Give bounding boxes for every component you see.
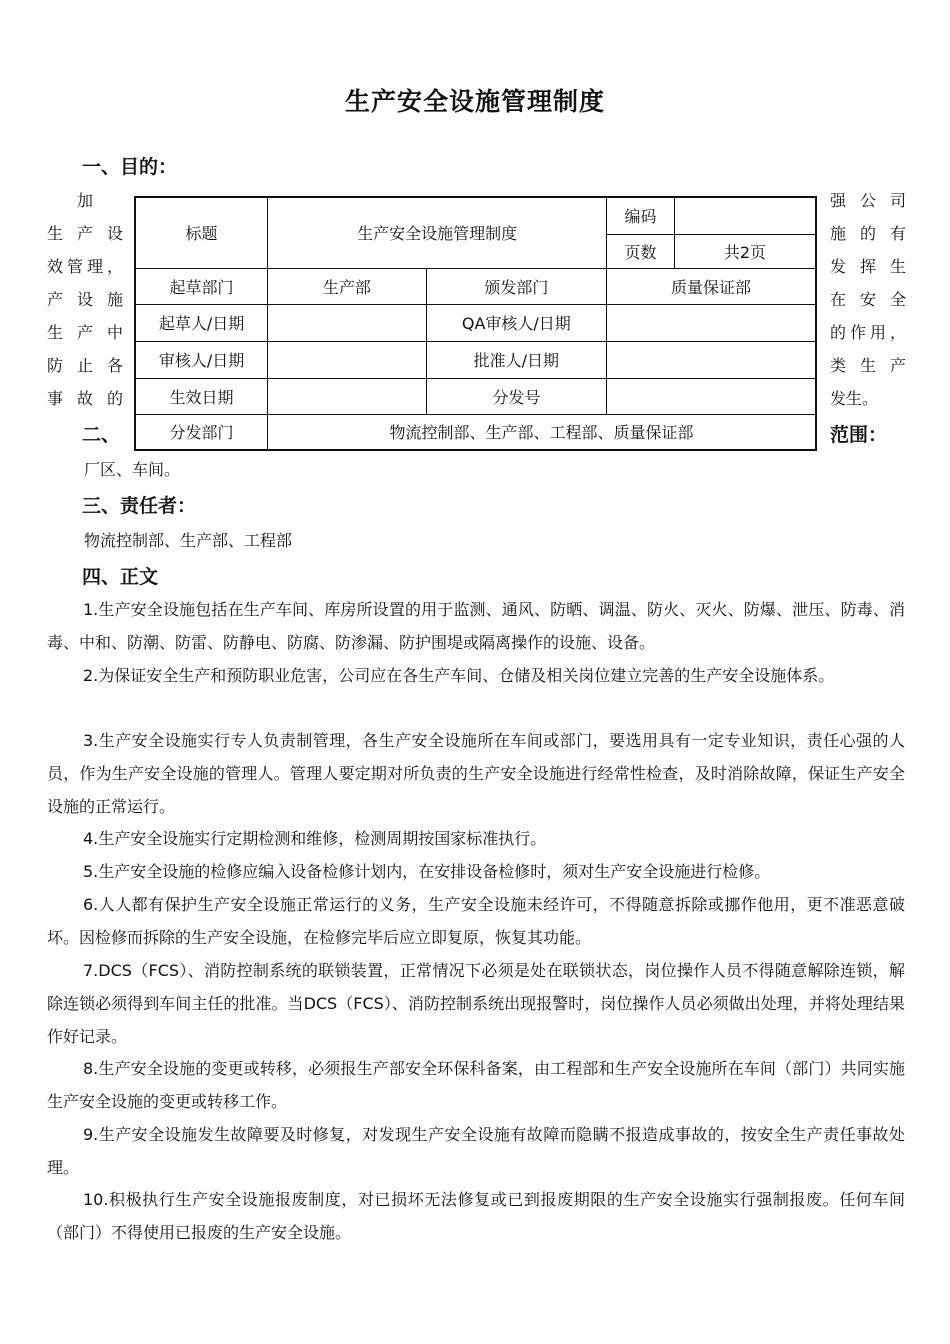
- purpose-left-line: 产 设 施: [47, 290, 123, 309]
- scope-text: 厂区、车间。: [84, 460, 181, 479]
- purpose-heading: 一、目的：: [82, 156, 178, 178]
- purpose-left-line: 生 产 设: [47, 224, 123, 243]
- distribution-dept-label: 分发部门: [135, 414, 268, 450]
- document-control-table: [134, 196, 817, 451]
- purpose-text-left: [47, 184, 123, 415]
- purpose-left-line: 效管理，: [47, 257, 123, 276]
- drafter-label: 起草人/日期: [135, 304, 268, 341]
- reviewer-value: [268, 341, 427, 378]
- paragraph-2: 2.为保证安全生产和预防职业危害，公司应在各生产车间、仓储及相关岗位建立完善的生产安全设施体系。: [83, 666, 835, 685]
- responsible-text: 物流控制部、生产部、工程部: [84, 531, 293, 550]
- paragraph-9: 9.生产安全设施发生故障要及时修复，对发现生产安全设施有故障而隐瞒不报造成事故的，按安全生产责任事故处理。: [47, 1125, 905, 1177]
- code-value: [674, 197, 816, 234]
- responsible-heading: 三、责任者：: [82, 495, 197, 517]
- approver-label: 批准人/日期: [426, 341, 606, 378]
- issue-dept-label: 颁发部门: [426, 268, 606, 304]
- scope-heading-left: 二、: [82, 424, 121, 446]
- purpose-right-line: 发生。: [830, 389, 879, 408]
- title-label: 标题: [135, 197, 268, 268]
- drafter-value: [268, 304, 427, 341]
- purpose-right-line: 发 挥 生: [830, 257, 906, 276]
- code-label: 编码: [607, 197, 675, 234]
- approver-value: [607, 341, 816, 378]
- effective-date-label: 生效日期: [135, 378, 268, 414]
- purpose-right-line: 的作用，: [830, 323, 906, 342]
- purpose-left-line: 生 产 中: [47, 323, 123, 342]
- paragraph-6: 6.人人都有保护生产安全设施正常运行的义务，生产安全设施未经许可，不得随意拆除或挪作他用，更不准恶意破坏。因检修而拆除的生产安全设施，在检修完毕后应立即复原，恢复其功能。: [47, 895, 905, 947]
- qa-reviewer-label: QA审核人/日期: [426, 304, 606, 341]
- issue-dept-value: 质量保证部: [607, 268, 816, 304]
- paragraph-4: 4.生产安全设施实行定期检测和维修，检测周期按国家标准执行。: [83, 829, 547, 848]
- purpose-right-line: 施 的 有: [830, 224, 906, 243]
- pages-label: 页数: [607, 234, 675, 268]
- purpose-left-line: 事 故 的: [47, 389, 123, 408]
- paragraph-8: 8.生产安全设施的变更或转移，必须报生产部安全环保科备案，由工程部和生产安全设施所在车间（部门）共同实施生产安全设施的变更或转移工作。: [47, 1059, 905, 1111]
- distribution-dept-value: 物流控制部、生产部、工程部、质量保证部: [268, 414, 816, 450]
- page-title: 生产安全设施管理制度: [344, 87, 605, 116]
- qa-reviewer-value: [607, 304, 816, 341]
- pages-value: 共2页: [674, 234, 816, 268]
- reviewer-label: 审核人/日期: [135, 341, 268, 378]
- paragraph-5: 5.生产安全设施的检修应编入设备检修计划内，在安排设备检修时，须对生产安全设施进行检修。: [83, 862, 771, 881]
- body-heading: 四、正文: [82, 566, 159, 588]
- purpose-right-line: 类 生 产: [830, 356, 906, 375]
- paragraph-10: 10.积极执行生产安全设施报废制度，对已损坏无法修复或已到报废期限的生产安全设施实行强制报废。任何车间（部门）不得使用已报废的生产安全设施。: [47, 1190, 905, 1242]
- draft-dept-value: 生产部: [268, 268, 427, 304]
- purpose-text-right: [830, 184, 906, 415]
- purpose-right-line: 强 公 司: [830, 191, 906, 210]
- purpose-left-line: 防 止 各: [47, 356, 123, 375]
- paragraph-1: 1.生产安全设施包括在生产车间、库房所设置的用于监测、通风、防晒、调温、防火、灭火、防爆、泄压、防毒、消毒、中和、防潮、防雷、防静电、防腐、防渗漏、防护围堤或隔离操作的设施、设备。: [47, 600, 905, 652]
- distribution-no-value: [607, 378, 816, 414]
- scope-heading-right: 范围：: [830, 424, 888, 446]
- distribution-no-label: 分发号: [426, 378, 606, 414]
- effective-date-value: [268, 378, 427, 414]
- purpose-left-line: 加: [76, 191, 93, 210]
- paragraph-3: 3.生产安全设施实行专人负责制管理，各生产安全设施所在车间或部门，要选用具有一定专业知识，责任心强的人员，作为生产安全设施的管理人。管理人要定期对所负责的生产安全设施进行经常性检查，及时消除故障，保证生产安全设施的正常运行。: [47, 731, 905, 816]
- draft-dept-label: 起草部门: [135, 268, 268, 304]
- title-value: 生产安全设施管理制度: [268, 197, 607, 268]
- purpose-right-line: 在 安 全: [830, 290, 906, 309]
- paragraph-7: 7.DCS（FCS）、消防控制系统的联锁装置，正常情况下必须是处在联锁状态，岗位操作人员不得随意解除连锁，解除连锁必须得到车间主任的批准。当DCS（FCS）、消防控制系统出现报警时，岗位操作人员必须做出处理，并将处理结果作好记录。: [47, 961, 905, 1046]
